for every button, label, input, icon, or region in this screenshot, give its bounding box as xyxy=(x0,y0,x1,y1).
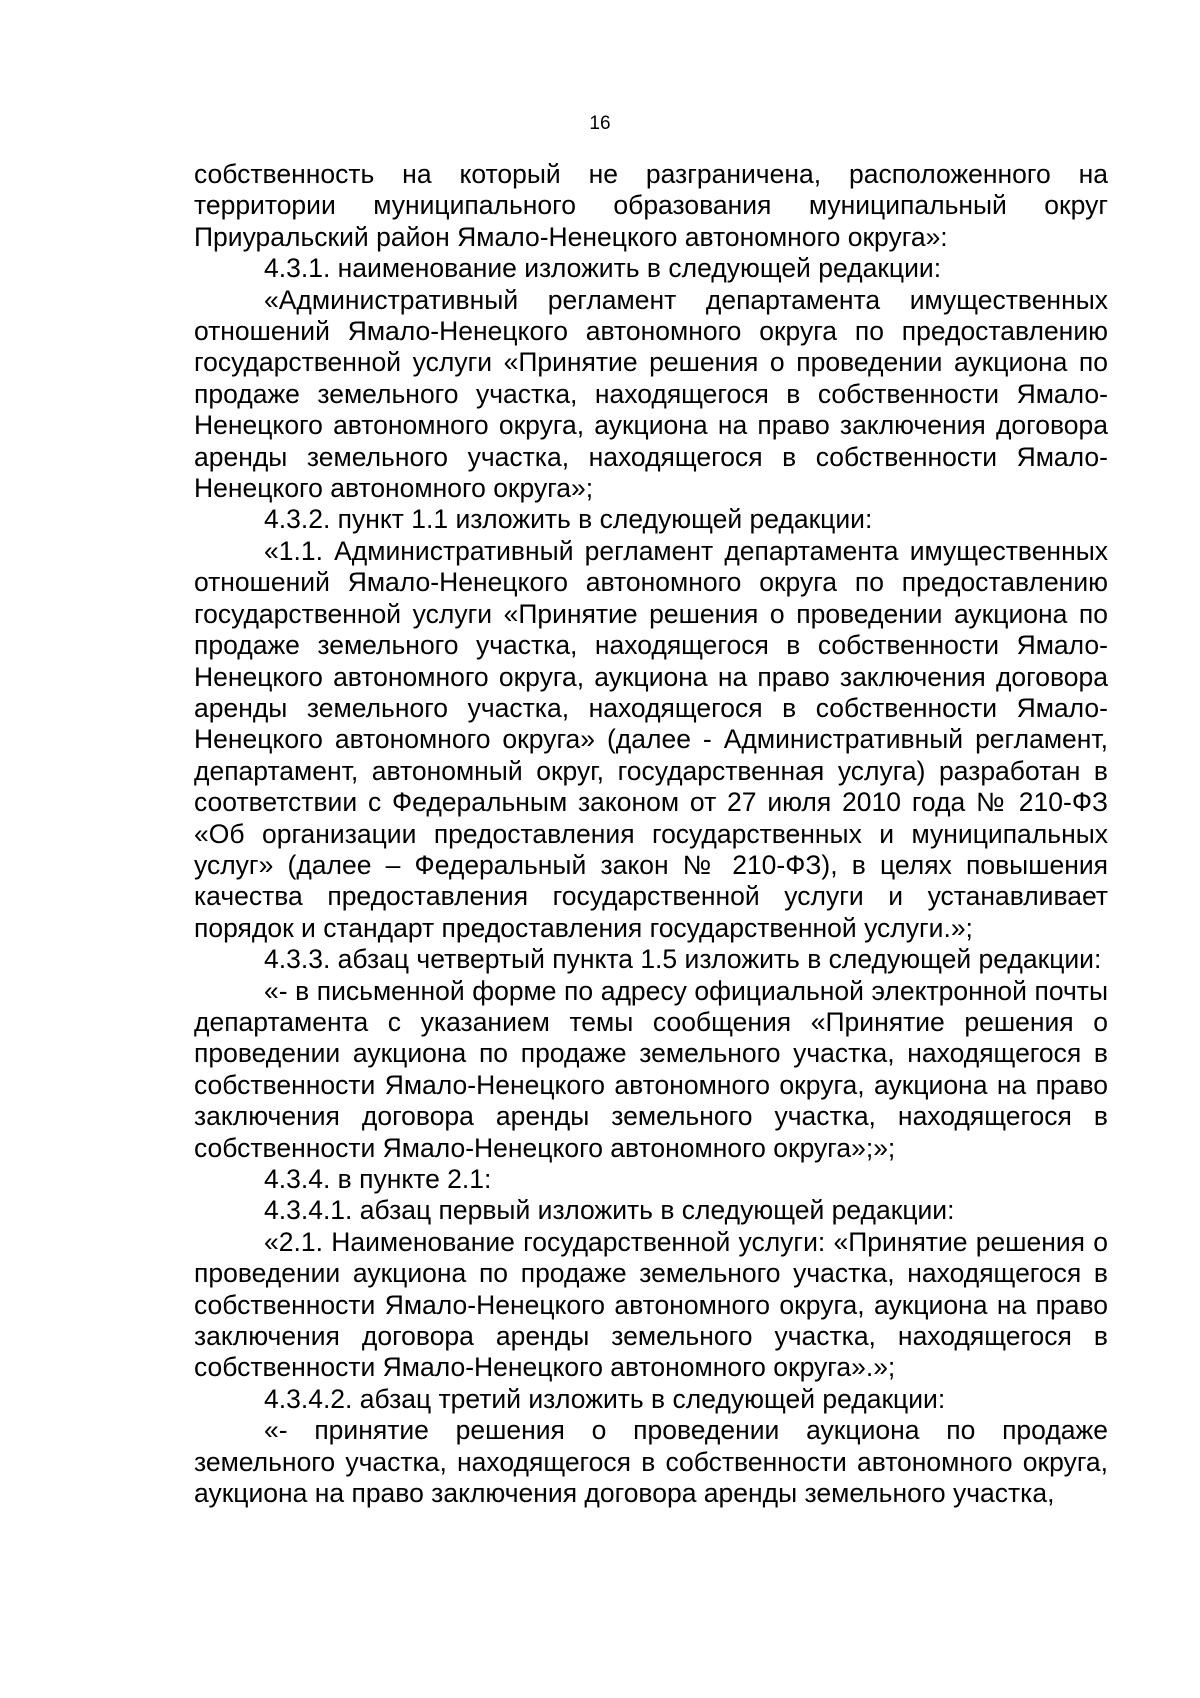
paragraph: «2.1. Наименование государственной услуги: «Принятие решения о проведении аукциона по продаже земельного участка, находящегося в собственности Ямало-Ненецкого автономного округа, аукциона на право заключения договора аренды земельного участка, находящегося в собственности Ямало-Ненецкого автономного округа».»; xyxy=(194,1226,1108,1383)
paragraph: 4.3.4.1. абзац первый изложить в следующей редакции: xyxy=(264,1195,955,1226)
paragraph: «- в письменной форме по адресу официальной электронной почты департамента с указанием темы сообщения «Принятие решения о проведении аукциона по продаже земельного участка, находящегося в собственности Ямало-Ненецкого автономного округа, аукциона на право заключения договора аренды земельного участка, находящегося в собственности Ямало-Ненецкого автономного округа»;»; xyxy=(194,975,1108,1163)
paragraph: «1.1. Административный регламент департамента имущественных отношений Ямало-Ненецкого автономного округа по предоставлению государственной услуги «Принятие решения о проведении аукциона по продаже земельного участка, находящегося в собственности Ямало-Ненецкого автономного округа, аукциона на право заключения договора аренды земельного участка, находящегося в собственности Ямало-Ненецкого автономного округа» (далее - Административный регламент, департамент, автономный округ, государственная услуга) разработан в соответствии с Федеральным законом от 27 июля 2010 года № 210-ФЗ «Об организации предоставления государственных и муниципальных услуг» (далее – Федеральный закон № 210-ФЗ), в целях повышения качества предоставления государственной услуги и устанавливает порядок и стандарт предоставления государственной услуги.»; xyxy=(194,535,1108,943)
paragraph: 4.3.4.2. абзац третий изложить в следующей редакции: xyxy=(264,1383,946,1414)
paragraph: 4.3.2. пункт 1.1 изложить в следующей редакции: xyxy=(264,504,873,535)
paragraph: собственность на который не разграничена, расположенного на территории муниципального образования муниципальный округ Приуральский район Ямало-Ненецкого автономного округа»: xyxy=(194,159,1108,252)
paragraph: 4.3.3. абзац четвертый пункта 1.5 изложить в следующей редакции: xyxy=(264,944,1102,975)
document-body xyxy=(194,159,1108,1509)
paragraph: «Административный регламент департамента имущественных отношений Ямало-Ненецкого автономного округа по предоставлению государственной услуги «Принятие решения о проведении аукциона по продаже земельного участка, находящегося в собственности Ямало-Ненецкого автономного округа, аукциона на право заключения договора аренды земельного участка, находящегося в собственности Ямало-Ненецкого автономного округа»; xyxy=(194,284,1108,504)
paragraph: 4.3.4. в пункте 2.1: xyxy=(264,1164,492,1194)
paragraph: «- принятие решения о проведении аукциона по продаже земельного участка, находящегося в собственности автономного округа, аукциона на право заключения договора аренды земельного участка, xyxy=(194,1415,1108,1509)
paragraph: 4.3.1. наименование изложить в следующей редакции: xyxy=(264,253,942,284)
page-number: 16 xyxy=(589,113,611,134)
